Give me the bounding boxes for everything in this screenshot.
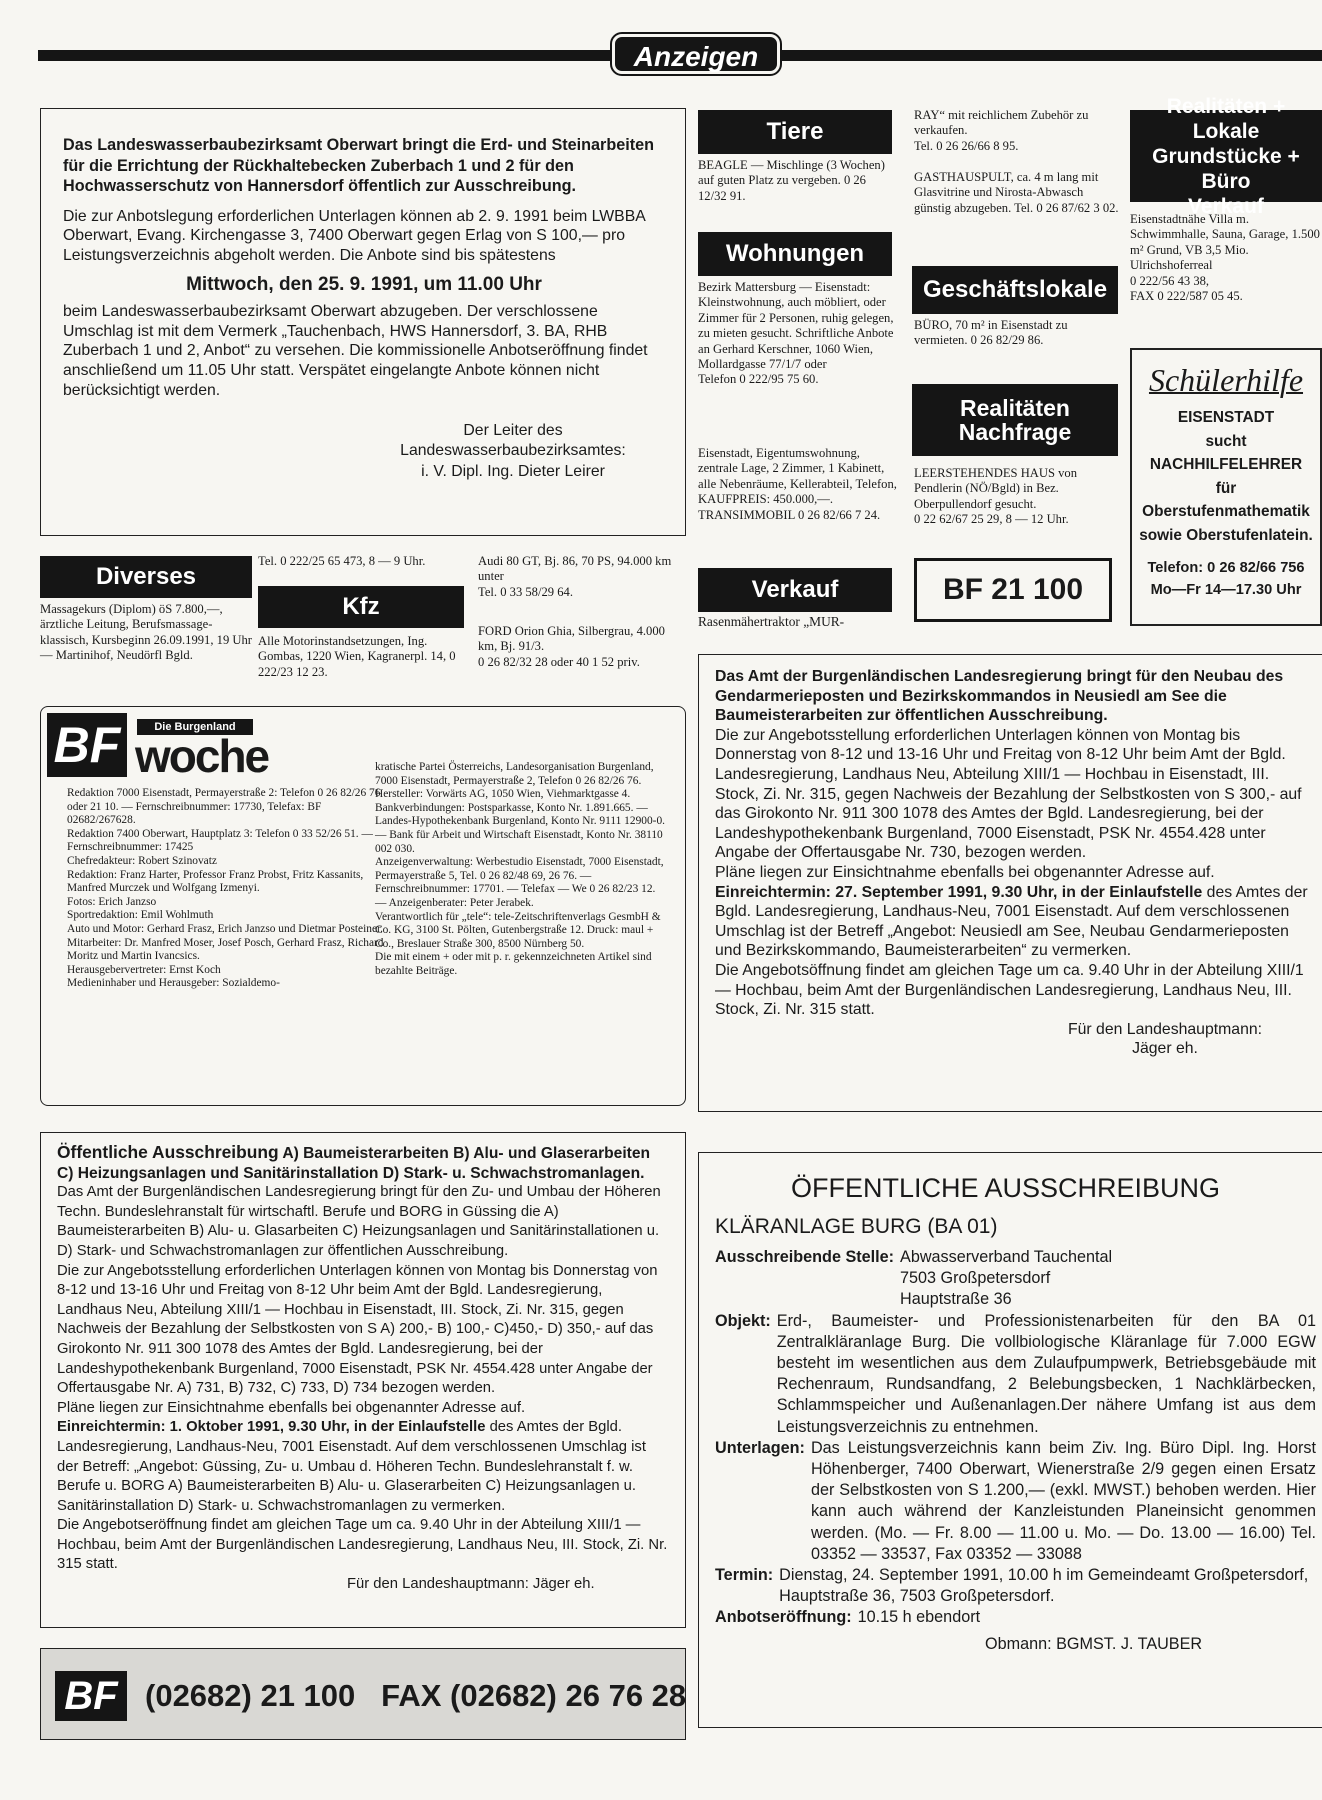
- bf-number-box: [914, 558, 1112, 622]
- tender-guessing-para1: Das Amt der Burgenländischen Landesregierung bringt für den Zu- und Umbau der Höheren Techn. Bundeslehranstalt für wirtschaftl. Berufe und BORG in Güssing die A) Baumeisterarbeiten B) Alu- u. Glasarbeiten C) Heizungsanlagen und Sanitärinstallationen u. D) Stark- und Schwachstromanlagen zur öffentlichen Ausschreibung.: [57, 1184, 661, 1259]
- tender-burg-signature: Obmann: BGMST. J. TAUBER: [985, 1634, 1203, 1653]
- tender-guessing: [40, 1132, 686, 1628]
- heading-kfz: Kfz: [258, 586, 464, 628]
- ad-audi: Audi 80 GT, Bj. 86, 70 PS, 94.000 km unter Tel. 0 33 58/29 64.: [478, 554, 672, 599]
- tender-burg-unterlagen-row: [715, 1438, 1316, 1565]
- ad-ray-cont: RAY“ mit reichlichem Zubehör zu verkaufen. Tel. 0 26 26/66 8 95.: [914, 108, 1089, 153]
- tender-burg-stelle-row: [715, 1247, 1316, 1311]
- tender-burg-objekt-row: [715, 1311, 1316, 1438]
- ad-ford: FORD Orion Ghia, Silbergrau, 4.000 km, Bj. 91/3. 0 26 82/32 28 oder 40 1 52 priv.: [478, 624, 665, 669]
- tender-oberwart-lead: Das Landeswasserbaubezirksamt Oberwart bringt die Erd- und Steinarbeiten für die Errichtung der Rückhaltebecken Zuberbach 1 und 2 für den Hochwasserschutz von Hannersdorf öffentlich zur Ausschreibung.: [63, 136, 654, 195]
- section-title: Anzeigen: [612, 34, 780, 74]
- bf-logo: BF: [47, 713, 127, 777]
- ad-villa: Eisenstadtnähe Villa m. Schwimmhalle, Sauna, Garage, 1.500 m² Grund, VB 3,5 Mio. Ulrichshoferreal 0 222/56 43 38, FAX 0 222/587 05 45.: [1130, 212, 1320, 304]
- tender-neusiedl: [698, 654, 1322, 1112]
- tender-burg-objekt-label: Objekt:: [715, 1311, 771, 1330]
- ad-beagle: BEAGLE — Mischlinge (3 Wochen) auf guten Platz zu vergeben. 0 26 12/32 91.: [698, 158, 885, 203]
- ad-mattersburg: Bezirk Mattersburg — Eisenstadt: Kleinstwohnung, auch möbliert, oder Zimmer für 2 Personen, ruhig gelegen, zu mieten gesucht. Schriftliche Anbote an Gerhard Kerschner, 1060 Wien, Mollardgasse 77/1/7 oder Telefon 0 222/95 75 60.: [698, 280, 894, 387]
- tender-burg-termin-label: Termin:: [715, 1566, 774, 1585]
- tender-oberwart: [40, 108, 686, 536]
- bf-number: BF 21 100: [942, 573, 1084, 606]
- bf-contact-bar: [40, 1648, 686, 1740]
- schuelerhilfe-box: [1130, 348, 1322, 626]
- bf-contact-numbers: (02682) 21 100 FAX (02682) 26 76 28: [145, 1678, 687, 1713]
- heading-realitaeten-verkauf: Realitäten + Lokale Grundstücke + Büro Verkauf: [1130, 110, 1322, 202]
- bf-contact-logo: BF: [55, 1671, 127, 1721]
- tender-burg-eroeffnung-row: [715, 1607, 1316, 1628]
- header-rule-left: [38, 50, 610, 61]
- schuelerhilfe-contact: Telefon: 0 26 82/66 756 Mo—Fr 14—17.30 Uhr: [1147, 560, 1305, 598]
- tender-neusiedl-para3: [715, 883, 1316, 961]
- tender-guessing-para4-text: des Amtes der Bgld. Landesregierung, Landhaus-Neu, 7001 Eisenstadt. Auf dem verschlossenen Umschlag ist der Betreff: „Angebot: Güssing, Zu- u. Umbau d. Höheren Techn. Bundeslehranstalt f. w. Berufe u. BORG A) Baumeisterarbeiten B) Alu- u. Glaserarbeiten C) Heizungsanlagen u. Sanitärinstallation D) Stark- u. Schwachstromanlagen zu vermerken.: [57, 1419, 646, 1514]
- tender-oberwart-para2: beim Landeswasserbaubezirksamt Oberwart abzugeben. Der verschlossene Umschlag ist mit dem Vermerk „Tauchenbach, HWS Hannersdorf, 3. BA, RHB Zuberbach 1 und 2, Anbot“ zu versehen. Die kommissionelle Anbotseröffnung findet anschließend um 11.05 Uhr statt. Verspätet eingelangte Anbote können nicht berücksichtigt werden.: [63, 302, 648, 400]
- ad-motorinstandsetzung: Alle Motorinstandsetzungen, Ing. Gombas, 1220 Wien, Kagranerpl. 14, 0 222/23 12 23.: [258, 634, 456, 679]
- tender-guessing-signature: Für den Landeshauptmann: Jäger eh.: [347, 1576, 595, 1593]
- tender-guessing-para4: [57, 1418, 669, 1516]
- tender-burg-termin: Dienstag, 24. September 1991, 10.00 h im Gemeindeamt Großpetersdorf, Hauptstraße 36, 7503 Großpetersdorf.: [779, 1566, 1309, 1606]
- ad-eisenstadt-wohnung: Eisenstadt, Eigentumswohnung, zentrale Lage, 2 Zimmer, 1 Kabinett, alle Nebenräume, Kellerabteil, Telefon, KAUFPREIS: 450.000,—. TRANSIMMOBIL 0 26 82/66 7 24.: [698, 446, 897, 522]
- tender-burg-unterlagen: Das Leistungsverzeichnis kann beim Ziv. Ing. Büro Dipl. Ing. Horst Höhenberger, 7400 Oberwart, Wienerstraße 2/9 gegen einen Ersatz der Selbstkosten von S 1.200,— (exkl. MWST.) behoben werden. Hier kann auch während der Kanzleistunden Planeinsicht genommen werden. (Mo. — Fr. 8.00 — 11.00 u. Mo. — Do. 13.00 — 16.00) Tel. 03352 — 33537, Fax 03352 — 33088: [810, 1438, 1316, 1563]
- schuelerhilfe-logo: Schülerhilfe: [1148, 362, 1304, 398]
- tender-neusiedl-para4: Die Angebotsöffnung findet am gleichen Tage um ca. 9.40 Uhr in der Abteilung XIII/1 — Hochbau, beim Amt der Burgenländischen Landesregierung, Landhaus Neu, III. Stock, Zi. Nr. 315 statt.: [715, 961, 1304, 1019]
- heading-realitaeten-nachfrage: Realitäten Nachfrage: [912, 384, 1118, 456]
- tender-burg-title: ÖFFENTLICHE AUSSCHREIBUNG: [790, 1173, 1221, 1203]
- ad-kfz-tel: Tel. 0 222/25 65 473, 8 — 9 Uhr.: [258, 554, 426, 568]
- tender-neusiedl-para3-text: des Amtes der Bgld. Landesregierung, Landhaus-Neu, 7001 Eisenstadt. Auf dem verschlossenen Umschlag ist der Betreff „Angebot: Neusiedl am See, Neubau Gendarmerieposten und Bezirkskommando, Baumeisterarbeiten“ zu vermerken.: [715, 883, 1308, 960]
- tender-burg-stelle-label: Ausschreibende Stelle:: [715, 1248, 895, 1266]
- ad-rasenmaeher: Rasenmähertraktor „MUR-: [698, 614, 845, 629]
- heading-verkauf: Verkauf: [698, 568, 892, 612]
- tender-burg-eroeffnung: 10.15 h ebendort: [857, 1608, 981, 1627]
- tender-guessing-para4-bold: Einreichtermin: 1. Oktober 1991, 9.30 Uhr, in der Einlaufstelle: [57, 1419, 486, 1436]
- tender-guessing-para5: Die Angebotseröffnung findet am gleichen Tage um ca. 9.40 Uhr in der Abteilung XIII/1 — Hochbau, beim Amt der Burgenländischen Landesregierung, Landhaus Neu, III. Stock, Zi. Nr. 315 statt.: [57, 1517, 668, 1573]
- heading-wohnungen: Wohnungen: [698, 232, 892, 276]
- tender-neusiedl-signature: Für den Landeshauptmann: Jäger eh.: [1067, 1020, 1263, 1058]
- tender-neusiedl-para3-bold: Einreichtermin: 27. September 1991, 9.30 Uhr, in der Einlaufstelle: [715, 883, 1203, 901]
- tender-oberwart-signature: Der Leiter des Landeswasserbaubezirksamtes: i. V. Dipl. Ing. Dieter Leirer: [400, 421, 626, 480]
- tender-guessing-para2: Die zur Angebotsstellung erforderlichen Unterlagen können von Montag bis Donnerstag von 8-12 und 13-16 Uhr und Freitag von 8-12 Uhr beim Amt der Bgld. Landesregierung, Landhaus Neu, Abteilung XIII/1 — Hochbau in Eisenstadt, III. Stock, Zi. Nr. 315, gegen Nachweis der Bezahlung der Selbstkosten von S A) 200,- B) 100,- C)450,- D) 350,- auf das Girokonto Nr. 911 300 1078 des Amtes der Bgld. Landesregierung, bei der Landeshypothekenbank Burgenland, 7000 Eisenstadt, PSK Nr. 4554.428 unter Angabe der Offertausgabe Nr. A) 731, B) 732, C) 733, D) 734 bezogen werden.: [57, 1262, 658, 1397]
- impressum-right: kratische Partei Österreichs, Landesorganisation Burgenland, 7000 Eisenstadt, Permayerstraße 2, Telefon 0 26 82/26 76. Hersteller: Vorwärts AG, 1050 Wien, Viehmarktgasse 4. Bankverbindungen: Postsparkasse, Konto Nr. 1.891.665. — Landes-Hypothekenbank Burgenland, Konto Nr. 9111 12900-0. — Bank für Arbeit und Wirtschaft Eisenstadt, Konto Nr. 38110 002 030. Anzeigenverwaltung: Werbestudio Eisenstadt, 7000 Eisenstadt, Permayerstraße 5, Tel. 0 26 82/48 69, 26 76. — Fernschreibnummer: 17701. — Telefax — We 0 26 82/23 12. — Anzeigenberater: Peter Jerabek. Verantwortlich für „tele“: tele-Zeitschriftenverlags GesmbH & Co. KG, 3100 St. Pölten, Gutenbergstraße 12. Druck: maul + Co., Breslauer Straße 300, 8500 Nürnberg 50. Die mit einem + oder mit p. r. gekennzeichneten Artikel sind bezahlte Beiträge.: [375, 761, 665, 977]
- heading-tiere: Tiere: [698, 110, 892, 154]
- tender-neusiedl-para1: Die zur Angebotsstellung erforderlichen Unterlagen können von Montag bis Donnerstag von 8-12 und 13-16 Uhr und Freitag von 8-12 Uhr beim Amt der Bgld. Landesregierung, Landhaus Neu, Abteilung XIII/1 — Hochbau in Eisenstadt, III. Stock, Zi. Nr. 315, gegen Nachweis der Bezahlung der Selbstkosten von S 300,- auf das Girokonto Nr. 911 300 1078 des Amtes der Bgld. Landesregierung, bei der Landeshypothekenbank Burgenland, 7000 Eisenstadt, PSK Nr. 4554.428 unter Angabe der Offertausgabe Nr. 730, bezogen werden.: [715, 726, 1302, 862]
- tender-burg: [698, 1152, 1322, 1728]
- tender-burg-eroeffnung-label: Anbotseröffnung:: [715, 1608, 852, 1627]
- tender-neusiedl-para2: Pläne liegen zur Einsichtnahme ebenfalls bei obgenannter Adresse auf.: [715, 863, 1215, 881]
- ad-buero: BÜRO, 70 m² in Eisenstadt zu vermieten. 0 26 82/29 86.: [914, 318, 1068, 348]
- impressum: [40, 706, 686, 1106]
- tender-oberwart-deadline: Mittwoch, den 25. 9. 1991, um 11.00 Uhr: [186, 273, 542, 295]
- tender-burg-subtitle: KLÄRANLAGE BURG (BA 01): [715, 1215, 998, 1238]
- tender-burg-stelle: Abwasserverband Tauchental 7503 Großpetersdorf Hauptstraße 36: [900, 1248, 1113, 1309]
- tender-oberwart-para1: Die zur Anbotslegung erforderlichen Unterlagen können ab 2. 9. 1991 beim LWBBA Oberwart, Evang. Kirchengasse 3, 7400 Oberwart gegen Erlag von S 100,— pro Leistungsverzeichnis abgeholt werden. Die Anbote sind bis spätestens: [63, 207, 645, 265]
- tender-guessing-lead-bold: Öffentliche Ausschreibung: [57, 1142, 279, 1162]
- ad-gasthauspult: GASTHAUSPULT, ca. 4 m lang mit Glasvitrine und Nirosta-Abwasch günstig abzugeben. Tel. 0 26 87/62 3 02.: [914, 170, 1119, 215]
- woche-logo: woche: [135, 730, 269, 782]
- tender-guessing-para3: Pläne liegen zur Einsichtnahme ebenfalls bei obgenannter Adresse auf.: [57, 1399, 526, 1416]
- ad-leerstehendes-haus: LEERSTEHENDES HAUS von Pendlerin (NÖ/Bgld) in Bez. Oberpullendorf gesucht. 0 22 62/67 25 29, 8 — 12 Uhr.: [914, 466, 1078, 527]
- tender-burg-objekt: Erd-, Baumeister- und Professionistenarbeiten für den BA 01 Zentralkläranlage Burg. Die vollbiologische Kläranlage für 7.000 EGW besteht im wesentlichen aus dem Zulaufpumpwerk, Betriebsgebäude mit Rechenraum, Rundsandfang, 2 Belebungsbecken, 1 Nachklärbecken, Schlammspeicher und Außenanlagen.Der nähere Umfang ist aus dem Leistungsverzeichnis zu entnehmen.: [776, 1311, 1316, 1436]
- header-rule-right: [782, 50, 1322, 61]
- heading-geschaeftslokale: Geschäftslokale: [912, 266, 1118, 314]
- tender-guessing-lead: [57, 1143, 669, 1183]
- tender-burg-termin-row: [715, 1565, 1316, 1607]
- tender-guessing-lead-text: A) Baumeisterarbeiten B) Alu- und Glaserarbeiten C) Heizungsanlagen und Sanitärinstallation D) Stark- u. Schwachstromanlagen.: [57, 1145, 651, 1182]
- tender-burg-unterlagen-label: Unterlagen:: [715, 1438, 805, 1457]
- tender-neusiedl-lead: Das Amt der Burgenländischen Landesregierung bringt für den Neubau des Gendarmerieposten und Bezirkskommandos in Neusiedl am See die Baumeisterarbeiten zur öffentlichen Ausschreibung.: [715, 668, 1284, 725]
- schuelerhilfe-text: EISENSTADT sucht NACHHILFELEHRER für Oberstufenmathematik sowie Oberstufenlatein.: [1139, 409, 1313, 544]
- ad-massagekurs: Massagekurs (Diplom) öS 7.800,—, ärztliche Leitung, Berufsmassage-klassisch, Kursbeginn 26.09.1991, 19 Uhr — Martinihof, Neudörfl Bgld.: [40, 602, 252, 663]
- impressum-left: Redaktion 7000 Eisenstadt, Permayerstraße 2: Telefon 0 26 82/26 76 oder 21 10. — Fernschreibnummer: 17730, Telefax: BF 02682/267628. Redaktion 7400 Oberwart, Hauptplatz 3: Telefon 0 33 52/26 51. — Fernschreibnummer: 17425 Chefredakteur: Robert Szinovatz Redaktion: Franz Harter, Professor Franz Probst, Fritz Kassanits, Manfred Murczek und Wolfgang Izmenyi. Fotos: Erich Janzso Sportredaktion: Emil Wohlmuth Auto und Motor: Gerhard Frasz, Erich Janzso und Dietmar Posteiner. Mitarbeiter: Dr. Manfred Moser, Josef Posch, Gerhard Frasz, Richard Moritz und Martin Ivancsics. Herausgebervertreter: Ernst Koch Medieninhaber und Herausgeber: Sozialdemo-: [67, 787, 384, 990]
- woche-logo-small: Die Burgenland: [137, 719, 253, 735]
- heading-diverses: Diverses: [40, 556, 252, 598]
